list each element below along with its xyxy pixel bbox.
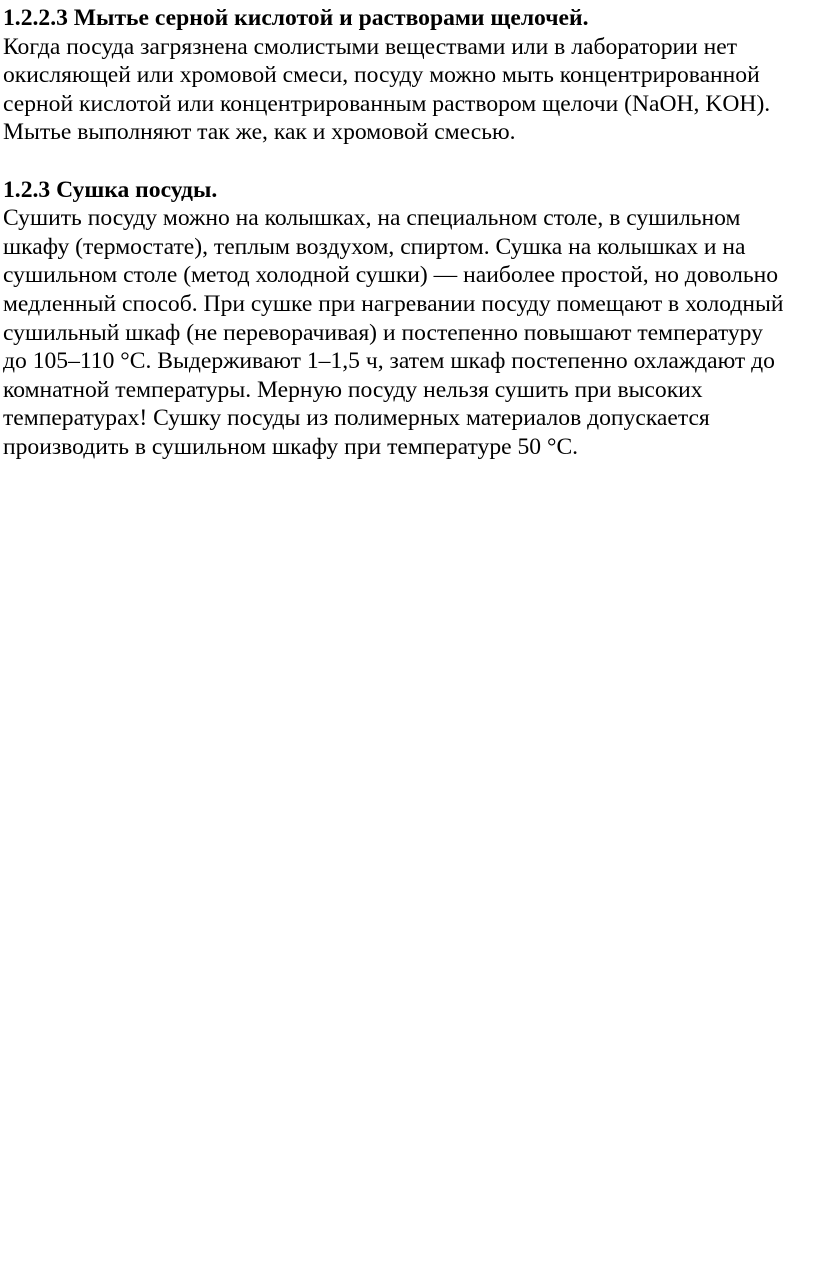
section-sulfuric-acid-washing (3, 4, 813, 147)
text-line: Сушить посуду можно на колышках, на специальном столе, в сушильном (3, 205, 741, 232)
text-line: серной кислотой или концентрированным раствором щелочи (NaOH, KOH). (3, 90, 771, 117)
text-line: медленный способ. При сушке при нагревании посуду помещают в холодный (3, 290, 784, 317)
text-line: сушильном столе (метод холодной сушки) — наиболее простой, но довольно (3, 262, 779, 289)
text-line: сушильный шкаф (не переворачивая) и постепенно повышают температуру (3, 319, 763, 346)
document-page (3, 4, 813, 462)
text-line: шкафу (термостате), теплым воздухом, спиртом. Сушка на колышках и на (3, 233, 746, 260)
section-drying-glassware (3, 176, 813, 462)
text-line: до 105–110 °С. Выдерживают 1–1,5 ч, затем шкаф постепенно охлаждают до (3, 348, 775, 375)
section-heading: 1.2.2.3 Мытье серной кислотой и растворами щелочей. (3, 5, 589, 31)
text-line: окисляющей или хромовой смеси, посуду можно мыть концентрированной (3, 62, 760, 89)
text-line: температурах! Сушку посуды из полимерных материалов допускается (3, 405, 710, 432)
text-line: производить в сушильном шкафу при температуре 50 °С. (3, 433, 579, 460)
section-heading: 1.2.3 Сушка посуды. (3, 176, 218, 203)
text-line: Мытье выполняют так же, как и хромовой смесью. (3, 119, 516, 146)
section-body (3, 204, 813, 461)
text-line: Когда посуда загрязнена смолистыми веществами или в лаборатории нет (3, 33, 738, 60)
section-body (3, 33, 813, 147)
text-line: комнатной температуры. Мерную посуду нельзя сушить при высоких (3, 376, 703, 403)
